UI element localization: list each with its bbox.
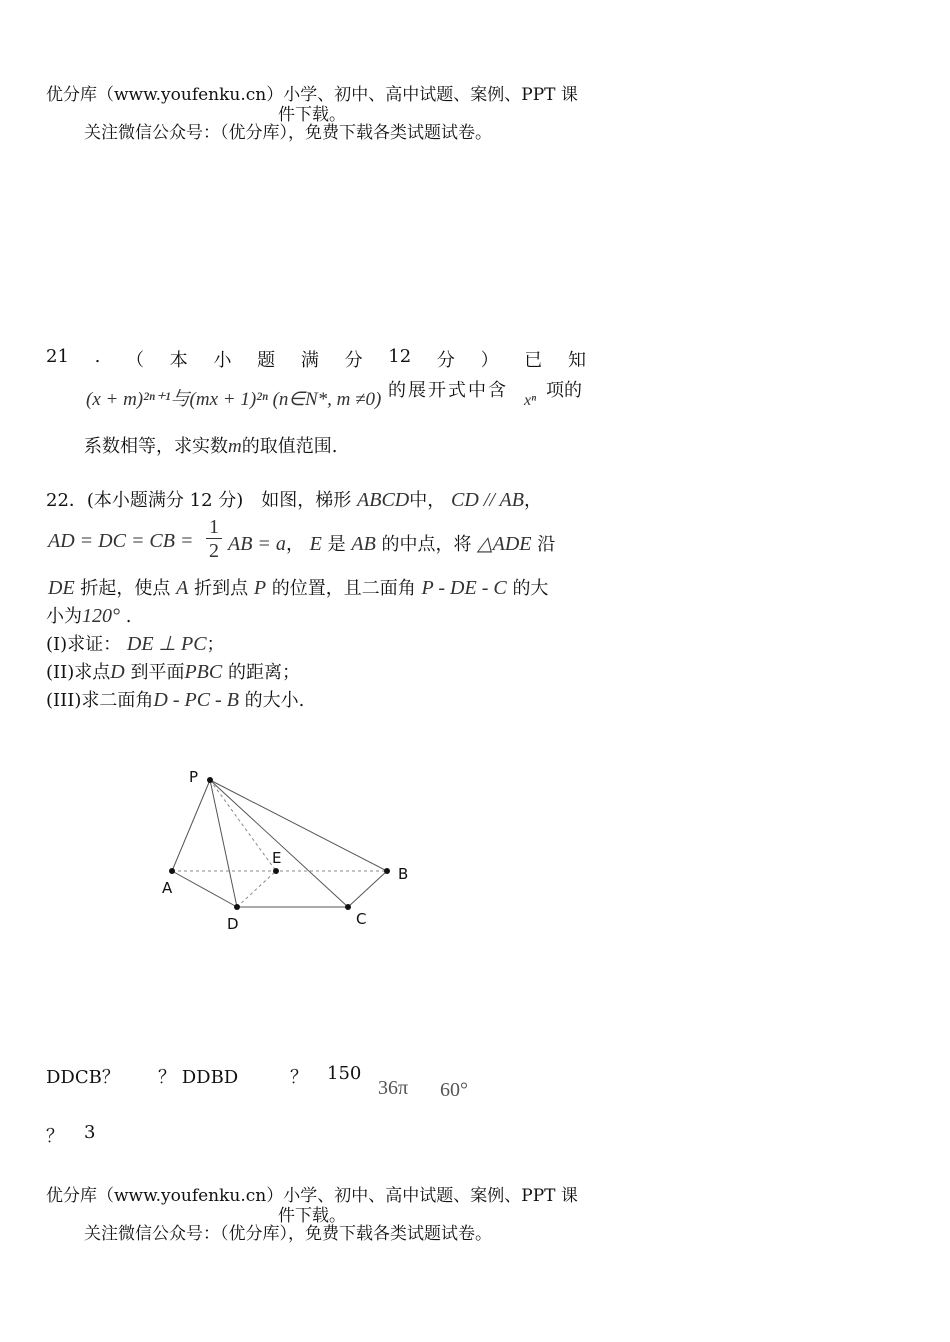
q22-part3-end: 的大小. xyxy=(244,690,305,711)
answer-row2-b: 3 xyxy=(84,1122,96,1143)
answer-row2-a: ？ xyxy=(46,1126,64,1147)
header-line-1: 优分库（www.youfenku.cn）小学、初中、高中试题、案例、PPT 课 xyxy=(46,85,578,105)
q22-dihedral: P - DE - C xyxy=(421,577,507,599)
point-c xyxy=(345,904,351,910)
q22-tri: △ADE xyxy=(477,533,532,555)
q22-zhong: 中， xyxy=(409,490,446,511)
q22-yan: 沿 xyxy=(537,534,556,555)
q21-title-part: 本 xyxy=(169,350,188,371)
answer-4: 150 xyxy=(327,1063,362,1084)
q22-a-var: A xyxy=(176,577,189,599)
q21-title-part: 满 xyxy=(300,350,319,371)
q22-comma1: ， xyxy=(523,490,542,511)
label-d: D xyxy=(227,915,239,933)
answer-2: ？ DDBD xyxy=(158,1067,239,1088)
label-e: E xyxy=(272,849,282,867)
q22-de-var: DE xyxy=(48,577,75,599)
q22-part3-label: (III)求二面角 xyxy=(46,690,154,711)
footer-line-3: 关注微信公众号：（优分库），免费下载各类试题试卷。 xyxy=(84,1224,492,1244)
q22-eq-right: AB = a xyxy=(228,533,286,555)
q22-part2-plane: PBC xyxy=(184,661,223,683)
q22-midpoint: 的中点，将 xyxy=(381,534,472,555)
q22-part2-mid: 到平面 xyxy=(130,662,185,683)
edge-de-hidden xyxy=(237,871,276,907)
answer-1: DDCB？ xyxy=(46,1067,120,1088)
q21-line3-pre: 系数相等，求实数 xyxy=(84,436,228,457)
q21-title-part: （ xyxy=(126,350,145,371)
q22-intro: 22．(本小题满分 12 分) 如图，梯形 xyxy=(46,490,352,511)
point-a xyxy=(169,868,175,874)
q22-shi: 是 xyxy=(327,534,346,555)
q22-period: . xyxy=(125,606,132,627)
header-line-3: 关注微信公众号：（优分库），免费下载各类试题试卷。 xyxy=(84,123,492,143)
answer-pi: 36π xyxy=(378,1077,409,1099)
answer-angle: 60° xyxy=(440,1079,468,1101)
q21-formula: (x + m)²ⁿ⁺¹与(mx + 1)²ⁿ (n∈N*, m ≠0) xyxy=(86,389,382,410)
q21-title-part: ） xyxy=(480,350,499,371)
q22-frac-den: 2 xyxy=(209,540,219,562)
label-c: C xyxy=(356,910,367,928)
q22-part2-end: 的距离； xyxy=(227,662,300,683)
edge-cb xyxy=(348,871,387,907)
q22-ab-var: AB xyxy=(351,533,376,555)
label-b: B xyxy=(398,865,409,883)
q21-title-part: 21 xyxy=(46,346,69,367)
q21-tail-text: 项的 xyxy=(546,380,582,401)
point-b xyxy=(384,868,390,874)
edge-pa xyxy=(172,780,210,871)
q21-title-part: 小 xyxy=(213,350,232,371)
q21-xn: xⁿ xyxy=(524,392,537,409)
q22-p-var: P xyxy=(253,577,267,599)
q21-title-part: . xyxy=(94,346,101,367)
q22-fold-text: 折起，使点 xyxy=(80,578,171,599)
q21-title-part: 已 xyxy=(524,350,543,371)
q22-cdab: CD // AB xyxy=(450,489,524,511)
q21-var-m: m xyxy=(228,436,242,457)
q21-title-part: 题 xyxy=(257,350,276,371)
q22-position: 的位置，且二面角 xyxy=(271,578,416,599)
q21-title-part: 分 xyxy=(436,350,455,371)
edge-ad xyxy=(172,871,237,907)
point-e xyxy=(273,868,279,874)
q22-angle: 120° xyxy=(82,605,120,627)
q22-part3-expr: D - PC - B xyxy=(153,689,239,711)
footer-line-1: 优分库（www.youfenku.cn）小学、初中、高中试题、案例、PPT 课 xyxy=(46,1186,578,1206)
q21-title-part: 12 xyxy=(388,346,412,367)
q22-eq-left: AD = DC = CB = xyxy=(48,530,194,552)
answer-3: ？ xyxy=(290,1067,308,1088)
label-a: A xyxy=(162,879,173,897)
edge-pb xyxy=(210,780,387,871)
q22-abcd: ABCD xyxy=(357,489,410,511)
q22-part2-label: (II)求点 xyxy=(46,662,111,683)
q22-fold-to: 折到点 xyxy=(194,578,249,599)
q21-line3-post: 的取值范围. xyxy=(241,436,338,457)
q22-frac-num: 1 xyxy=(209,516,219,538)
q22-part2-d: D xyxy=(110,661,125,683)
q22-comma2: ， xyxy=(285,534,304,555)
footer-line-2: 件下载。 xyxy=(278,1206,346,1226)
q22-part1-expr: DE ⊥ PC xyxy=(126,633,207,655)
point-d xyxy=(234,904,240,910)
point-p xyxy=(207,777,213,783)
q22-part1-label: (I)求证： xyxy=(46,634,122,655)
header-line-2: 件下载。 xyxy=(278,105,346,125)
q21-title-part: 知 xyxy=(567,350,586,371)
edge-pc xyxy=(210,780,348,907)
q22-small-is: 小为 xyxy=(46,606,82,627)
edge-pd xyxy=(210,780,237,907)
q21-title-part: 分 xyxy=(344,350,363,371)
q22-part1-end: ； xyxy=(206,634,225,655)
label-p: P xyxy=(189,768,199,786)
q22-e-var: E xyxy=(309,533,322,555)
q21-mid-text: 的展开式中含 xyxy=(388,380,508,401)
q22-de-da: 的大 xyxy=(512,578,549,599)
